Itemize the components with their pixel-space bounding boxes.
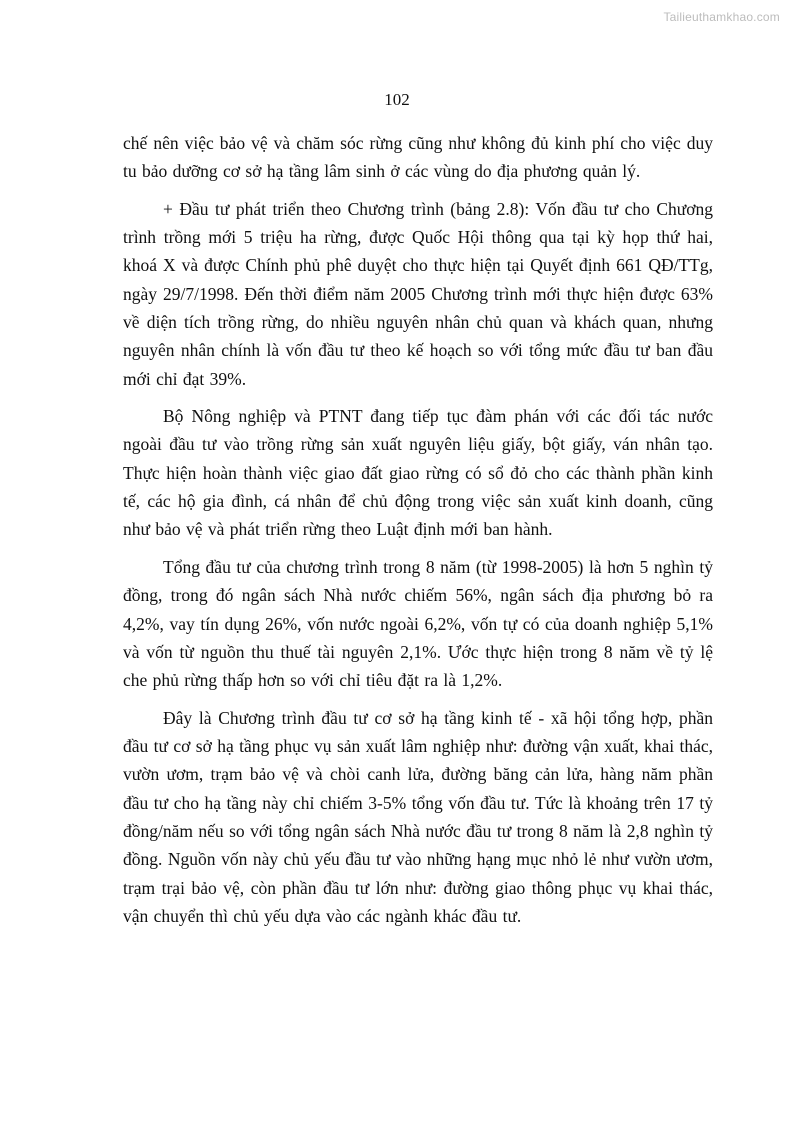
paragraph-infrastructure-summary: Đây là Chương trình đầu tư cơ sở hạ tầng kinh tế - xã hội tổng hợp, phần đầu tư cơ sở hạ tầng phục vụ sản xuất lâm nghiệp như: đường vận xuất, khai thác, vườn ươm, trạm bảo vệ và chòi canh lửa, đường băng cản lửa, hàng năm phần đầu tư cho hạ tầng này chỉ chiếm 3-5% tổng vốn đầu tư. Tức là khoảng trên 17 tỷ đồng/năm nếu so với tổng ngân sách Nhà nước đầu tư trong 8 năm là 2,8 nghìn tỷ đồng. Nguồn vốn này chủ yếu đầu tư vào những hạng mục nhỏ lẻ như vườn ươm, trạm trại bảo vệ, còn phần đầu tư lớn như: đường giao thông phục vụ khai thác, vận chuyển thì chủ yếu dựa vào các ngành khác đầu tư.: [123, 707, 713, 926]
paragraph-total-investment: Tổng đầu tư của chương trình trong 8 năm (từ 1998-2005) là hơn 5 nghìn tỷ đồng, trong đó ngân sách Nhà nước chiếm 56%, ngân sách địa phương bỏ ra 4,2%, vay tín dụng 26%, vốn nước ngoài 6,2%, vốn tự có của doanh nghiệp 5,1% và vốn từ nguồn thu thuế tài nguyên 2,1%. Ước thực hiện trong 8 năm về tỷ lệ che phủ rừng thấp hơn so với chỉ tiêu đặt ra là 1,2%.: [123, 556, 713, 691]
paragraph-ministry-negotiation: Bộ Nông nghiệp và PTNT đang tiếp tục đàm phán với các đối tác nước ngoài đầu tư vào trồng rừng sản xuất nguyên liệu giấy, bột giấy, ván nhân tạo. Thực hiện hoàn thành việc giao đất giao rừng có sổ đỏ cho các thành phần kinh tế, các hộ gia đình, cá nhân để chủ động trong việc sản xuất kinh doanh, cũng như bảo vệ và phát triển rừng theo Luật định mới ban hành.: [123, 406, 713, 540]
page-content: [123, 129, 713, 939]
paragraph-continuation: chế nên việc bảo vệ và chăm sóc rừng cũng như không đủ kinh phí cho việc duy tu bảo dưỡng cơ sở hạ tầng lâm sinh ở các vùng do địa phương quản lý.: [123, 133, 713, 182]
page-number: 102: [384, 90, 410, 109]
watermark-text: Tailieuthamkhao.com: [663, 10, 780, 24]
paragraph-investment-program: + Đầu tư phát triển theo Chương trình (bảng 2.8): Vốn đầu tư cho Chương trình trồng mới 5 triệu ha rừng, được Quốc Hội thông qua tại kỳ họp thứ hai, khoá X và được Chính phủ phê duyệt cho thực hiện tại Quyết định 661 QĐ/TTg, ngày 29/7/1998. Đến thời điểm năm 2005 Chương trình mới thực hiện được 63% về diện tích trồng rừng, do nhiều nguyên nhân chủ quan và khách quan, nhưng nguyên nhân chính là vốn đầu tư theo kế hoạch so với tổng mức đầu tư ban đầu mới chỉ đạt 39%.: [123, 198, 713, 389]
